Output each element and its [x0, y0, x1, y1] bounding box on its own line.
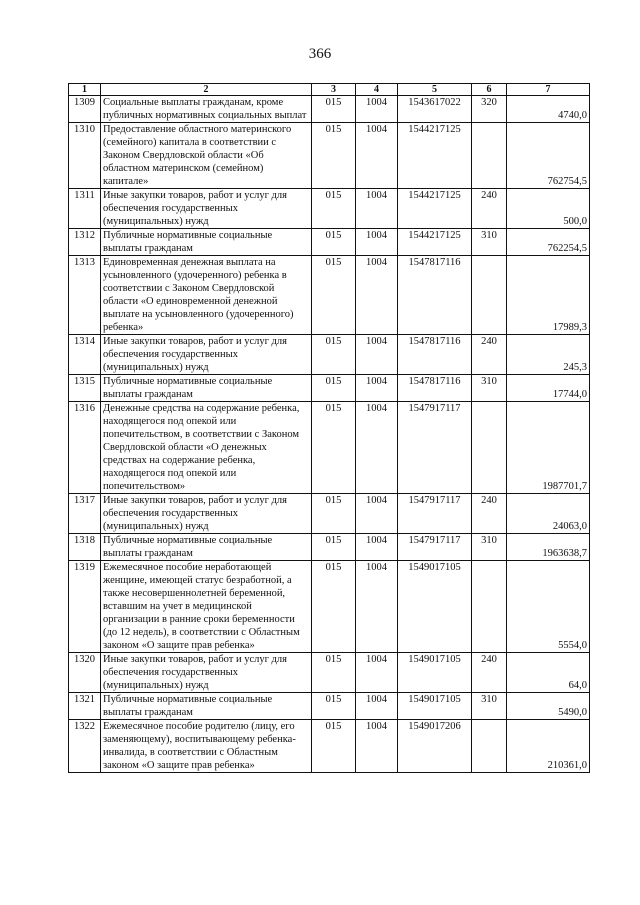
- row-number: 1321: [69, 693, 101, 720]
- row-code-4: 1004: [356, 123, 398, 189]
- row-amount: 5490,0: [507, 693, 590, 720]
- row-amount: 762754,5: [507, 123, 590, 189]
- row-code-5: 1547917117: [398, 534, 472, 561]
- row-code-4: 1004: [356, 720, 398, 773]
- budget-table: [68, 83, 590, 773]
- row-number: 1309: [69, 96, 101, 123]
- row-code-3: 015: [312, 123, 356, 189]
- row-name: Иные закупки товаров, работ и услуг для обеспечения государственных (муниципальных) нужд: [101, 494, 312, 534]
- row-code-6: 310: [472, 693, 507, 720]
- table-row: [69, 189, 590, 229]
- row-code-6: 240: [472, 494, 507, 534]
- row-number: 1319: [69, 561, 101, 653]
- header-col-1: 1: [69, 84, 101, 96]
- row-number: 1315: [69, 375, 101, 402]
- row-code-4: 1004: [356, 229, 398, 256]
- row-code-3: 015: [312, 229, 356, 256]
- row-code-4: 1004: [356, 256, 398, 335]
- header-col-4: 4: [356, 84, 398, 96]
- row-amount: 5554,0: [507, 561, 590, 653]
- table-row: [69, 720, 590, 773]
- row-amount: 245,3: [507, 335, 590, 375]
- row-name: Ежемесячное пособие родителю (лицу, его заменяющему), воспитывающему ребенка-инвалида, в соответствии с Областным законом «О защите прав ребенка»: [101, 720, 312, 773]
- row-number: 1311: [69, 189, 101, 229]
- row-number: 1322: [69, 720, 101, 773]
- header-col-5: 5: [398, 84, 472, 96]
- table-row: [69, 123, 590, 189]
- row-code-3: 015: [312, 375, 356, 402]
- row-code-5: 1549017105: [398, 653, 472, 693]
- row-code-5: 1547917117: [398, 402, 472, 494]
- header-col-6: 6: [472, 84, 507, 96]
- row-number: 1314: [69, 335, 101, 375]
- row-amount: 1963638,7: [507, 534, 590, 561]
- row-code-3: 015: [312, 561, 356, 653]
- row-code-5: 1547817116: [398, 375, 472, 402]
- row-code-5: 1544217125: [398, 229, 472, 256]
- row-amount: 17989,3: [507, 256, 590, 335]
- row-number: 1312: [69, 229, 101, 256]
- row-code-3: 015: [312, 402, 356, 494]
- row-code-5: 1547917117: [398, 494, 472, 534]
- row-code-6: [472, 123, 507, 189]
- row-code-5: 1549017206: [398, 720, 472, 773]
- row-amount: 4740,0: [507, 96, 590, 123]
- row-code-4: 1004: [356, 375, 398, 402]
- row-code-4: 1004: [356, 693, 398, 720]
- table-row: [69, 653, 590, 693]
- row-code-3: 015: [312, 335, 356, 375]
- table-row: [69, 693, 590, 720]
- row-amount: 210361,0: [507, 720, 590, 773]
- header-row: [69, 84, 590, 96]
- row-code-5: 1547817116: [398, 256, 472, 335]
- row-code-6: 320: [472, 96, 507, 123]
- row-number: 1310: [69, 123, 101, 189]
- table-row: [69, 561, 590, 653]
- row-code-5: 1549017105: [398, 693, 472, 720]
- row-code-5: 1544217125: [398, 123, 472, 189]
- row-amount: 64,0: [507, 653, 590, 693]
- row-code-3: 015: [312, 189, 356, 229]
- table-row: [69, 534, 590, 561]
- row-amount: 17744,0: [507, 375, 590, 402]
- row-number: 1313: [69, 256, 101, 335]
- row-code-6: 240: [472, 335, 507, 375]
- row-code-6: [472, 720, 507, 773]
- row-code-6: 240: [472, 189, 507, 229]
- row-amount: 762254,5: [507, 229, 590, 256]
- row-code-5: 1543617022: [398, 96, 472, 123]
- row-code-4: 1004: [356, 96, 398, 123]
- row-code-4: 1004: [356, 402, 398, 494]
- row-amount: 500,0: [507, 189, 590, 229]
- row-name: Публичные нормативные социальные выплаты гражданам: [101, 534, 312, 561]
- row-name: Предоставление областного материнского (семейного) капитала в соответствии с Законом Свердловской области «Об областном материнском (семейном) капитале»: [101, 123, 312, 189]
- row-amount: 24063,0: [507, 494, 590, 534]
- table-row: [69, 402, 590, 494]
- row-code-5: 1547817116: [398, 335, 472, 375]
- table-row: [69, 375, 590, 402]
- row-number: 1316: [69, 402, 101, 494]
- row-number: 1318: [69, 534, 101, 561]
- row-code-6: [472, 561, 507, 653]
- row-name: Единовременная денежная выплата на усыновленного (удочеренного) ребенка в соответствии с Законом Свердловской области «О единовременной денежной выплате на усыновленного (удочеренного) ребенка»: [101, 256, 312, 335]
- header-col-3: 3: [312, 84, 356, 96]
- row-code-6: [472, 256, 507, 335]
- row-code-4: 1004: [356, 561, 398, 653]
- row-name: Денежные средства на содержание ребенка, находящегося под опекой или попечительством, в соответствии с Законом Свердловской области «О денежных средствах на содержание ребенка, находящегося под опекой или попечительством»: [101, 402, 312, 494]
- row-code-4: 1004: [356, 189, 398, 229]
- row-code-4: 1004: [356, 335, 398, 375]
- row-code-3: 015: [312, 534, 356, 561]
- row-code-4: 1004: [356, 494, 398, 534]
- table-row: [69, 256, 590, 335]
- table-row: [69, 96, 590, 123]
- table-row: [69, 494, 590, 534]
- header-col-2: 2: [101, 84, 312, 96]
- row-code-3: 015: [312, 96, 356, 123]
- row-code-6: 310: [472, 229, 507, 256]
- row-name: Ежемесячное пособие неработающей женщине, имеющей статус безработной, а также несовершеннолетней беременной, вставшим на учет в медицинской организации в ранние сроки беременности (до 12 недель), в соответствии с Областным законом «О защите прав ребенка»: [101, 561, 312, 653]
- row-code-3: 015: [312, 693, 356, 720]
- row-code-6: 240: [472, 653, 507, 693]
- row-code-3: 015: [312, 256, 356, 335]
- header-col-7: 7: [507, 84, 590, 96]
- row-code-3: 015: [312, 653, 356, 693]
- row-name: Публичные нормативные социальные выплаты гражданам: [101, 375, 312, 402]
- row-code-6: 310: [472, 534, 507, 561]
- table-row: [69, 229, 590, 256]
- row-code-6: [472, 402, 507, 494]
- page-number: 366: [308, 46, 332, 62]
- row-code-4: 1004: [356, 534, 398, 561]
- row-name: Иные закупки товаров, работ и услуг для обеспечения государственных (муниципальных) нужд: [101, 189, 312, 229]
- row-amount: 1987701,7: [507, 402, 590, 494]
- row-name: Публичные нормативные социальные выплаты гражданам: [101, 229, 312, 256]
- row-code-3: 015: [312, 720, 356, 773]
- row-name: Иные закупки товаров, работ и услуг для обеспечения государственных (муниципальных) нужд: [101, 653, 312, 693]
- row-code-5: 1544217125: [398, 189, 472, 229]
- row-name: Публичные нормативные социальные выплаты гражданам: [101, 693, 312, 720]
- row-name: Социальные выплаты гражданам, кроме публичных нормативных социальных выплат: [101, 96, 312, 123]
- row-name: Иные закупки товаров, работ и услуг для обеспечения государственных (муниципальных) нужд: [101, 335, 312, 375]
- row-code-4: 1004: [356, 653, 398, 693]
- row-code-5: 1549017105: [398, 561, 472, 653]
- table-row: [69, 335, 590, 375]
- row-number: 1320: [69, 653, 101, 693]
- row-number: 1317: [69, 494, 101, 534]
- row-code-3: 015: [312, 494, 356, 534]
- row-code-6: 310: [472, 375, 507, 402]
